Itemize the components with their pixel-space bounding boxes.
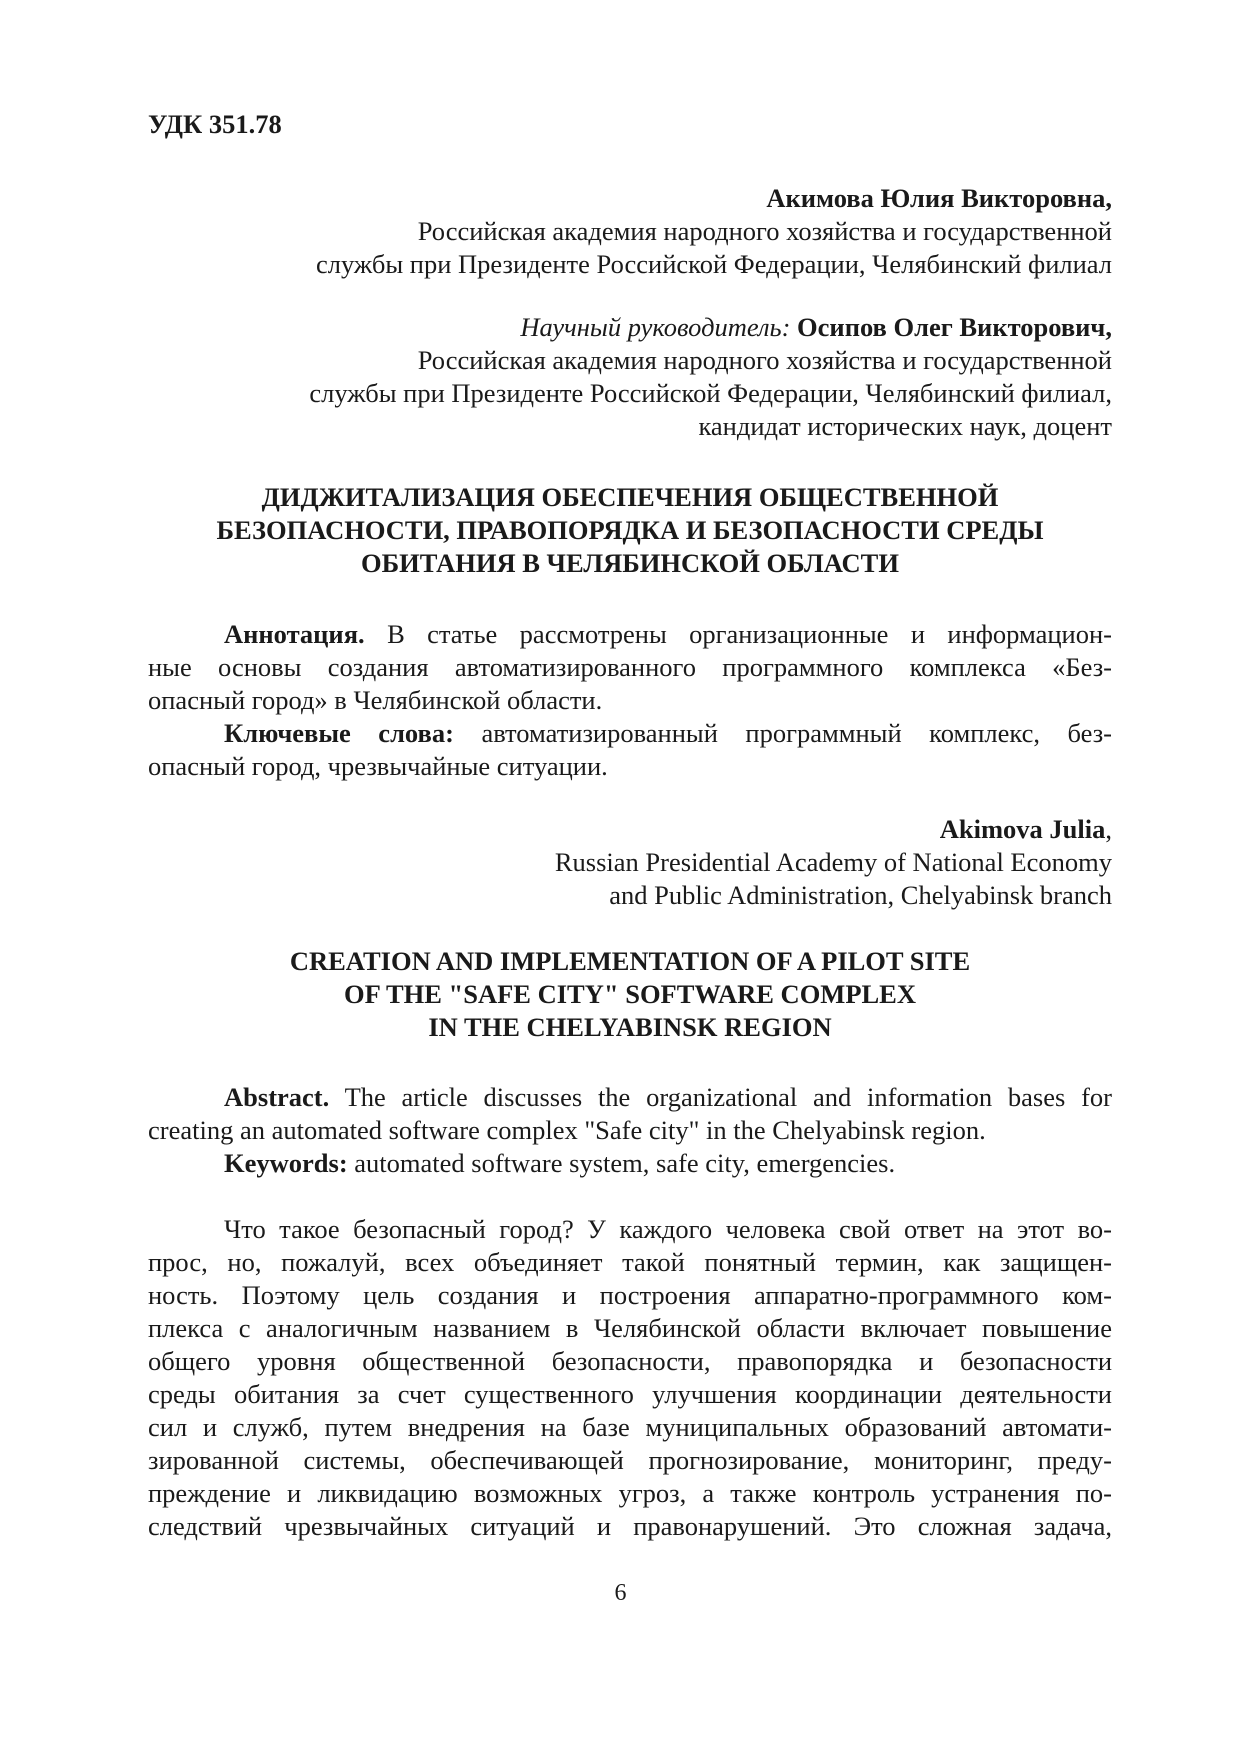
title-en-line: CREATION AND IMPLEMENTATION OF A PILOT SITE: [289, 946, 971, 976]
author-ru-block: [148, 182, 1112, 281]
keywords-en-text: automated software system, safe city, emergencies.: [354, 1148, 896, 1178]
keywords-en-line: [148, 1147, 1112, 1180]
abstract-en-line: creating an automated software complex "Safe city" in the Chelyabinsk region.: [148, 1115, 986, 1145]
body-line: среды обитания за счет существенного улучшения координации деятельности: [148, 1379, 1112, 1409]
body-line: преждение и ликвидацию возможных угроз, а также контроль устранения по-: [148, 1478, 1112, 1508]
abstract-en-label: Abstract.: [224, 1082, 330, 1112]
title-en-line: OF THE "SAFE CITY" SOFTWARE COMPLEX: [343, 979, 916, 1009]
keywords-ru-first-line: [148, 717, 1112, 750]
keywords-ru-line: опасный город, чрезвычайные ситуации.: [148, 751, 608, 781]
keywords-ru-text: автоматизированный программный комплекс, без-: [481, 718, 1113, 748]
abstract-ru-line: опасный город» в Челябинской области.: [148, 685, 603, 715]
abstract-en-first-line: [148, 1081, 1112, 1114]
body-line: общего уровня общественной безопасности, правопорядка и безопасности: [148, 1346, 1112, 1376]
author-ru-affiliation-line: Российская академия народного хозяйства и государственной: [417, 216, 1112, 246]
udc-text: УДК 351.78: [148, 109, 282, 139]
body-line: следствий чрезвычайных ситуаций и правонарушений. Это сложная задача,: [148, 1511, 1112, 1541]
title-en-line: IN THE CHELYABINSK REGION: [428, 1012, 832, 1042]
supervisor-role: Научный руководитель:: [520, 312, 791, 342]
abstract-en: [148, 1081, 1112, 1180]
supervisor-affiliation-line: Российская академия народного хозяйства и государственной: [417, 345, 1112, 375]
author-en-block: [148, 813, 1112, 912]
author-en-name: Akimova Julia: [939, 814, 1106, 844]
keywords-ru: [148, 717, 1112, 783]
keywords-en-label: Keywords:: [224, 1148, 348, 1178]
body-paragraph: [148, 1213, 1112, 1543]
title-ru-line: БЕЗОПАСНОСТИ, ПРАВОПОРЯДКА И БЕЗОПАСНОСТИ СРЕДЫ: [216, 515, 1044, 545]
body-line: сил и служб, путем внедрения на базе муниципальных образований автомати-: [148, 1412, 1112, 1442]
title-ru-line: ОБИТАНИЯ В ЧЕЛЯБИНСКОЙ ОБЛАСТИ: [361, 548, 899, 578]
author-en-affiliation-line: and Public Administration, Chelyabinsk branch: [609, 880, 1112, 910]
abstract-ru-text: В статье рассмотрены организационные и информацион-: [387, 619, 1112, 649]
title-ru: [148, 481, 1112, 580]
author-en-comma: ,: [1105, 814, 1112, 844]
abstract-en-text: The article discusses the organizational and information bases for: [344, 1082, 1112, 1112]
author-en-heading: [148, 813, 1112, 846]
supervisor-affiliation-line: кандидат исторических наук, доцент: [698, 411, 1112, 441]
title-en: [148, 945, 1112, 1044]
body-line: плекса с аналогичным названием в Челябинской области включает повышение: [148, 1313, 1112, 1343]
body-line: ность. Поэтому цель создания и построения аппаратно-программного ком-: [148, 1280, 1112, 1310]
udc-code: [148, 108, 1112, 141]
body-line: Что такое безопасный город? У каждого человека свой ответ на этот во-: [224, 1214, 1112, 1244]
keywords-ru-label: Ключевые слова:: [224, 718, 454, 748]
supervisor-affiliation-line: службы при Президенте Российской Федерации, Челябинский филиал,: [309, 378, 1112, 408]
supervisor-heading: [148, 311, 1112, 344]
page-number: 6: [614, 1580, 627, 1606]
abstract-ru-first-line: [148, 618, 1112, 651]
abstract-ru: [148, 618, 1112, 717]
author-en-affiliation-line: Russian Presidential Academy of National Economy: [554, 847, 1112, 877]
body-line: прос, но, пожалуй, всех объединяет такой понятный термин, как защищен-: [148, 1247, 1112, 1277]
supervisor-block: [148, 311, 1112, 443]
supervisor-name: Осипов Олег Викторович,: [797, 312, 1112, 342]
body-line: зированной системы, обеспечивающей прогнозирование, мониторинг, преду-: [148, 1445, 1112, 1475]
author-ru-affiliation-line: службы при Президенте Российской Федерации, Челябинский филиал: [316, 249, 1112, 279]
abstract-ru-line: ные основы создания автоматизированного программного комплекса «Без-: [148, 652, 1112, 682]
author-ru-name: Акимова Юлия Викторовна,: [766, 183, 1112, 213]
title-ru-line: ДИДЖИТАЛИЗАЦИЯ ОБЕСПЕЧЕНИЯ ОБЩЕСТВЕННОЙ: [261, 482, 999, 512]
abstract-ru-label: Аннотация.: [224, 619, 365, 649]
